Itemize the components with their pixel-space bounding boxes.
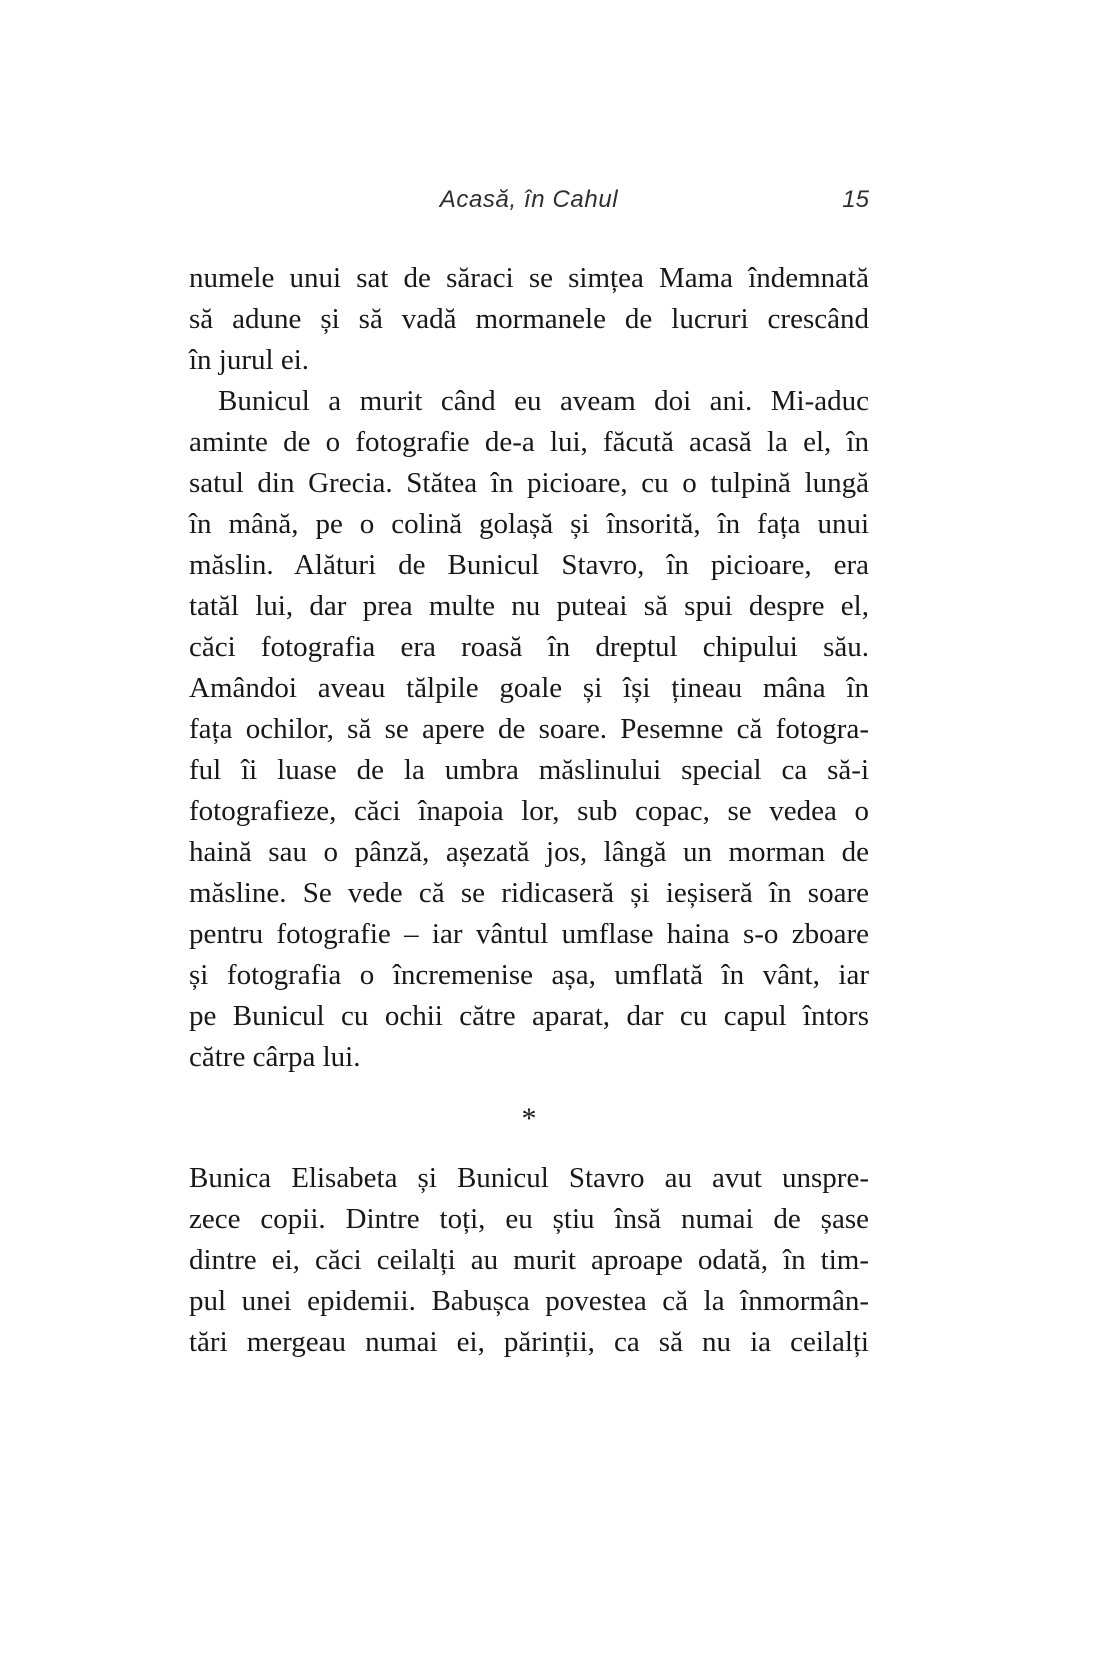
paragraph-grandfather: [189, 381, 869, 1078]
text-line: tări mergeau numai ei, părinții, ca să nu ia ceilalți: [189, 1326, 869, 1358]
page-number: 15: [842, 186, 869, 213]
text-line: măslin. Alături de Bunicul Stavro, în picioare, era: [189, 549, 869, 581]
text-line: și fotografia o încremenise așa, umflată în vânt, iar: [189, 959, 869, 991]
text-line: către cârpa lui.: [189, 1041, 361, 1073]
text-line: în jurul ei.: [189, 344, 310, 376]
text-line: măsline. Se vede că se ridicaseră și ieșiseră în soare: [189, 877, 869, 909]
text-block: [189, 258, 869, 1363]
text-line: satul din Grecia. Stătea în picioare, cu o tulpină lungă: [189, 467, 869, 499]
running-header: [189, 184, 869, 216]
text-line: căci fotografia era roasă în dreptul chipului său.: [189, 631, 869, 663]
text-line: fotografieze, căci înapoia lor, sub copac, se vedea o: [189, 795, 869, 827]
text-line: fața ochilor, să se apere de soare. Pesemne că fotogra-: [189, 713, 869, 745]
text-line: zece copii. Dintre toți, eu știu însă numai de șase: [189, 1203, 869, 1235]
paragraph-continuation: [189, 258, 869, 381]
text-line: Bunicul a murit când eu aveam doi ani. Mi-aduc: [218, 385, 869, 417]
text-line: haină sau o pânză, așezată jos, lângă un morman de: [189, 836, 869, 868]
text-line: dintre ei, căci ceilalți au murit aproape odată, în tim-: [189, 1244, 869, 1276]
text-line: ful îi luase de la umbra măslinului special ca să-i: [189, 754, 869, 786]
text-line: aminte de o fotografie de-a lui, făcută acasă la el, în: [189, 426, 869, 458]
text-line: pe Bunicul cu ochii către aparat, dar cu capul întors: [189, 1000, 869, 1032]
paragraph-grandparents-children: [189, 1158, 869, 1363]
running-header-title: Acasă, în Cahul: [439, 186, 619, 213]
section-break-asterisk: *: [521, 1101, 537, 1135]
text-line: în mână, pe o colină golașă și însorită, în fața unui: [189, 508, 869, 540]
text-line: pul unei epidemii. Babușca povestea că la înmormân-: [189, 1285, 869, 1317]
text-line: numele unui sat de săraci se simțea Mama îndemnată: [189, 262, 869, 294]
text-line: Bunica Elisabeta și Bunicul Stavro au avut unspre-: [189, 1162, 869, 1194]
text-line: să adune și să vadă mormanele de lucruri crescând: [189, 303, 869, 335]
text-line: tatăl lui, dar prea multe nu puteai să spui despre el,: [189, 590, 869, 622]
text-line: Amândoi aveau tălpile goale și își țineau mâna în: [189, 672, 869, 704]
text-line: pentru fotografie – iar vântul umflase haina s-o zboare: [189, 918, 869, 950]
